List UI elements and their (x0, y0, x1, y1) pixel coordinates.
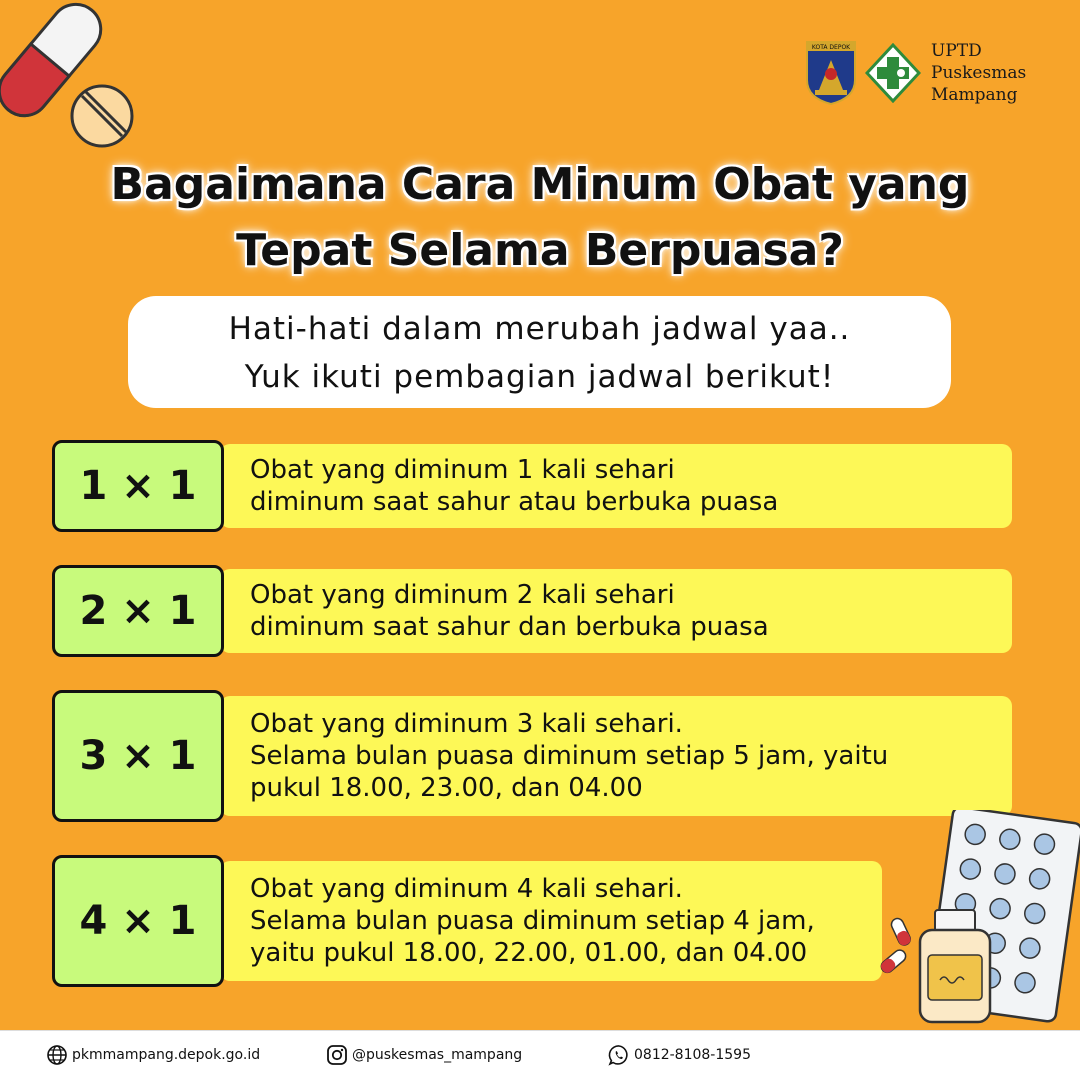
subtitle-line: Hati-hati dalam merubah jadwal yaa.. (228, 311, 851, 347)
website-text: pkmmampang.depok.go.id (72, 1047, 261, 1063)
footer-whatsapp[interactable] (608, 1044, 751, 1066)
instagram-text: @puskesmas_mampang (352, 1047, 523, 1063)
puskesmas-logo-icon (865, 43, 921, 103)
description-line: Obat yang diminum 3 kali sehari. (250, 709, 683, 739)
subtitle-banner (128, 296, 951, 408)
description-line: Obat yang diminum 4 kali sehari. (250, 874, 683, 904)
description-line: Obat yang diminum 2 kali sehari (250, 580, 675, 610)
page-title (40, 152, 1040, 284)
org-name (931, 40, 1026, 106)
schedule-row-4x1 (52, 855, 1012, 987)
description-line: Selama bulan puasa diminum setiap 4 jam, (250, 906, 815, 936)
whatsapp-text: 0812-8108-1595 (634, 1047, 751, 1063)
dose-badge: 2 × 1 (52, 565, 224, 657)
dose-badge: 1 × 1 (52, 440, 224, 532)
capsule-pill-icon (0, 0, 145, 150)
title-line: Tepat Selama Berpuasa? (236, 225, 844, 276)
description-line: pukul 18.00, 23.00, dan 04.00 (250, 773, 643, 803)
footer-instagram[interactable] (326, 1044, 522, 1066)
description-line: Obat yang diminum 1 kali sehari (250, 455, 675, 485)
schedule-row-2x1 (52, 565, 1012, 657)
description-line: diminum saat sahur dan berbuka puasa (250, 612, 769, 642)
title-line: Bagaimana Cara Minum Obat yang (110, 159, 970, 210)
dose-description (220, 696, 1012, 816)
schedule-row-3x1 (52, 690, 1012, 822)
header-logos (805, 40, 1026, 106)
medicine-blister-bottle-icon (880, 810, 1080, 1030)
schedule-row-1x1 (52, 440, 1012, 532)
description-line: diminum saat sahur atau berbuka puasa (250, 487, 779, 517)
dose-description (220, 444, 1012, 528)
org-line: Puskesmas (931, 63, 1027, 83)
dose-description (220, 569, 1012, 653)
dose-badge: 3 × 1 (52, 690, 224, 822)
instagram-icon (326, 1044, 348, 1066)
logo-city-text: KOTA DEPOK (811, 44, 851, 51)
org-line: UPTD (931, 41, 982, 61)
dose-badge: 4 × 1 (52, 855, 224, 987)
footer-website[interactable] (46, 1044, 260, 1066)
description-line: yaitu pukul 18.00, 22.00, 01.00, dan 04.00 (250, 938, 808, 968)
description-line: Selama bulan puasa diminum setiap 5 jam, yaitu (250, 741, 889, 771)
globe-icon (46, 1044, 68, 1066)
whatsapp-icon (608, 1044, 630, 1066)
dose-description (220, 861, 882, 981)
org-line: Mampang (931, 85, 1018, 105)
kota-depok-emblem-icon (805, 40, 857, 106)
footer-bar (0, 1030, 1080, 1080)
subtitle-line: Yuk ikuti pembagian jadwal berikut! (244, 359, 835, 395)
